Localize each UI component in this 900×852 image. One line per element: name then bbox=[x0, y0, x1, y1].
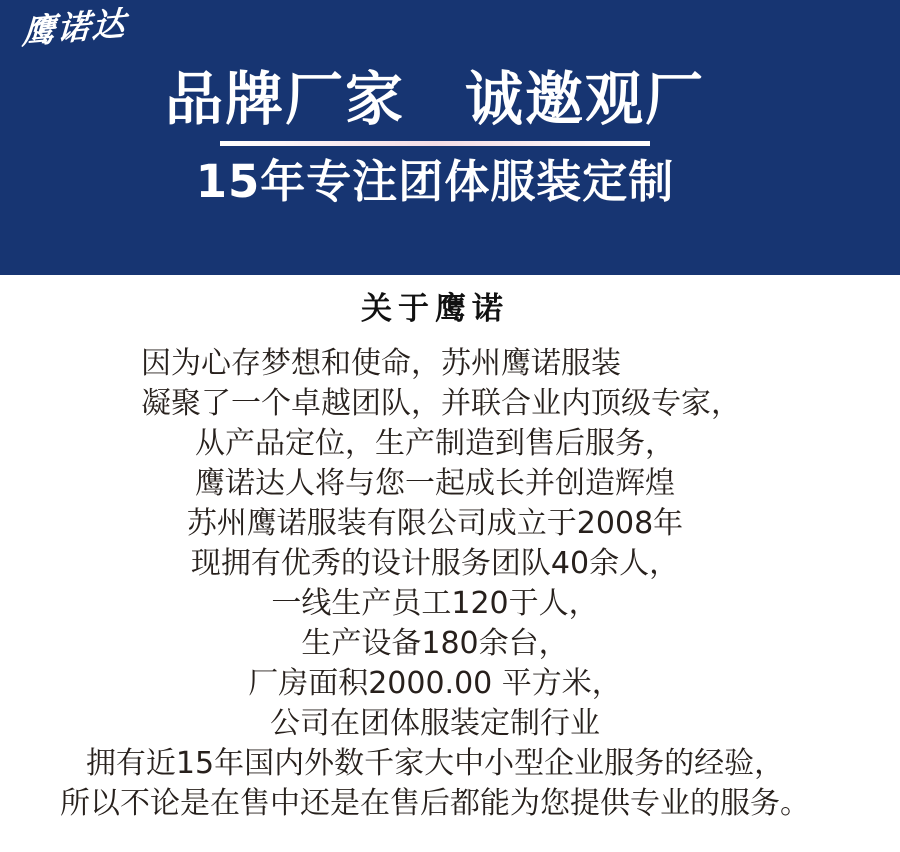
title-underline bbox=[220, 141, 650, 146]
about-line: 从产品定位，生产制造到售后服务， bbox=[195, 426, 675, 461]
about-line: 因为心存梦想和使命，苏州鹰诺服装 bbox=[141, 346, 621, 381]
about-line: 拥有近15年国内外数千家大中小型企业服务的经验， bbox=[85, 746, 785, 781]
about-section bbox=[0, 275, 900, 824]
about-line: 一线生产员工120于人， bbox=[271, 586, 599, 621]
about-line: 所以不论是在售中还是在售后都能为您提供专业的服务。 bbox=[60, 786, 810, 821]
banner bbox=[0, 0, 900, 275]
banner-title: 品牌厂家 诚邀观厂 bbox=[164, 65, 705, 133]
about-line: 公司在团体服装定制行业 bbox=[270, 706, 600, 741]
about-lines bbox=[0, 344, 870, 824]
about-line: 苏州鹰诺服装有限公司成立于2008年 bbox=[186, 506, 684, 541]
about-line: 凝聚了一个卓越团队，并联合业内顶级专家， bbox=[141, 386, 741, 421]
about-line: 生产设备180余台， bbox=[301, 626, 569, 661]
about-heading: 关于鹰诺 bbox=[361, 291, 509, 327]
brand-logo: 鹰诺达 bbox=[21, 3, 128, 52]
about-line: 鹰诺达人将与您一起成长并创造辉煌 bbox=[195, 466, 675, 501]
banner-subtitle: 15年专注团体服装定制 bbox=[195, 155, 675, 208]
about-line: 厂房面积2000.00 平方米， bbox=[248, 666, 622, 701]
about-line: 现拥有优秀的设计服务团队40余人， bbox=[190, 546, 680, 581]
